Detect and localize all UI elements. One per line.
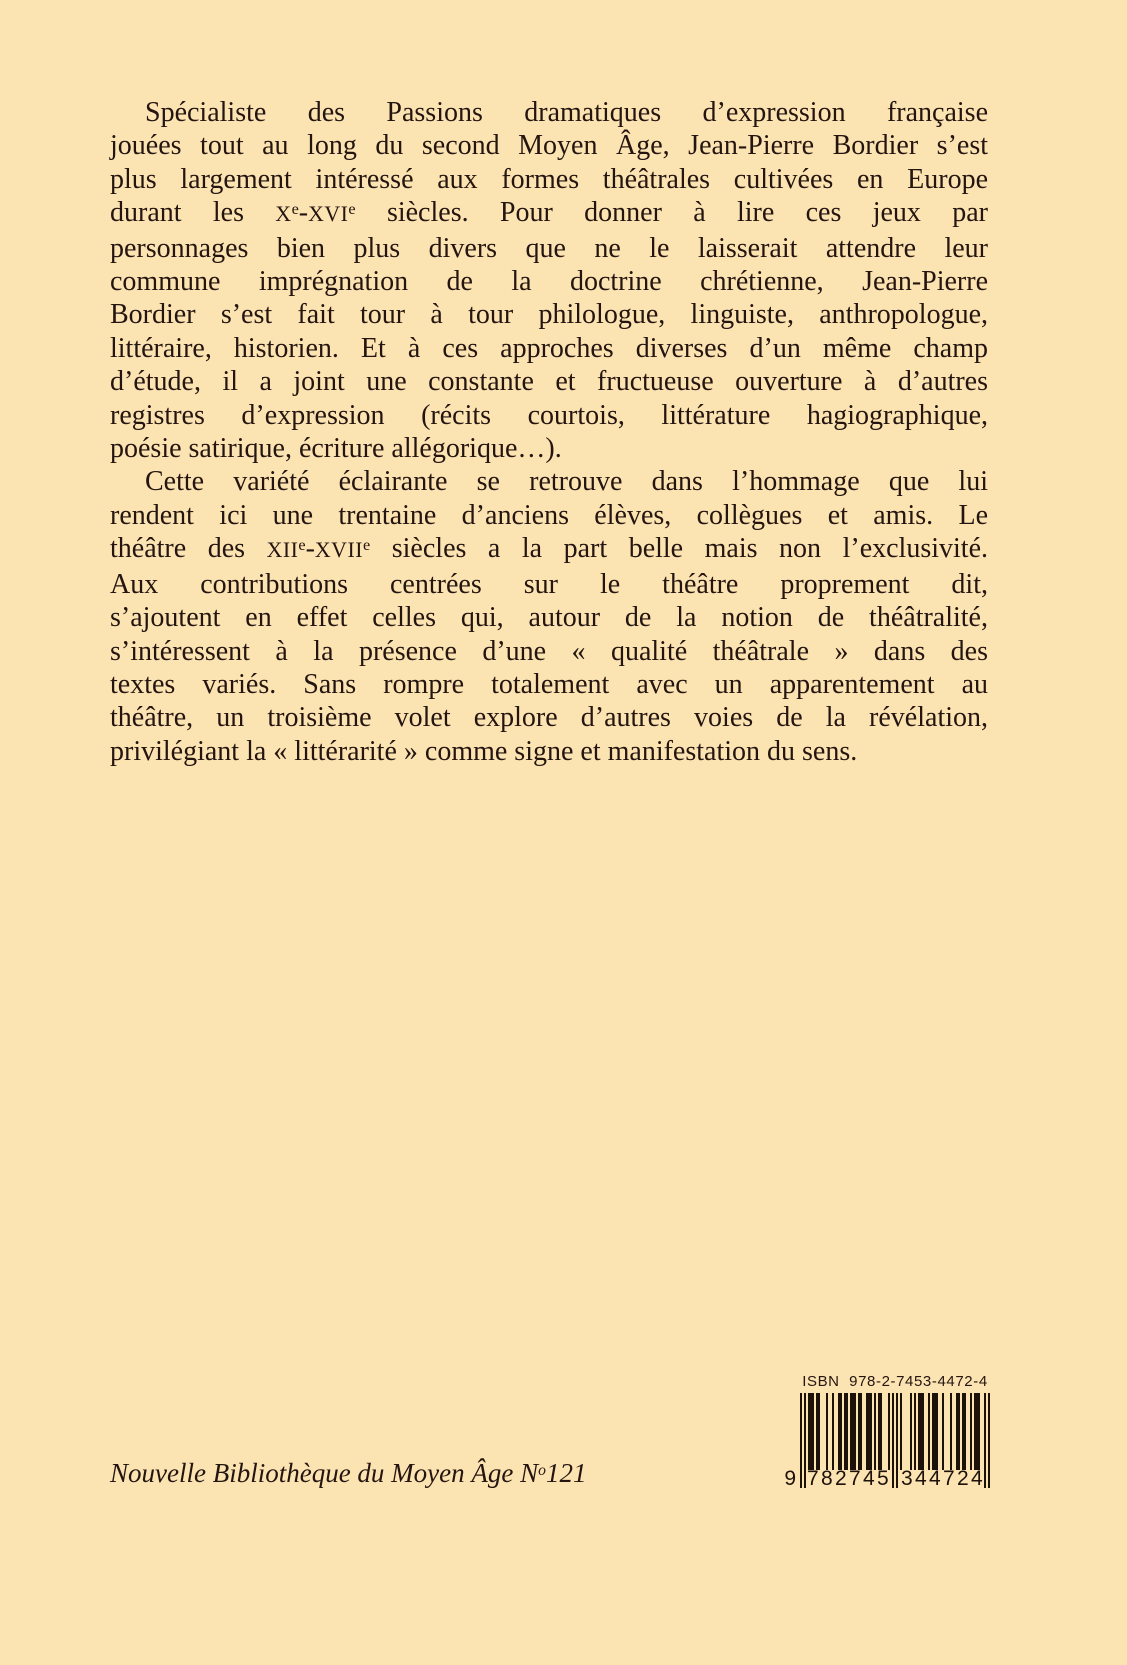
text-line: rendent ici une trentaine d’anciens élèves, collègues et amis. Le [110, 499, 988, 531]
blurb-paragraph-1 [110, 96, 988, 465]
barcode-bar [860, 1393, 862, 1470]
series-title: Nouvelle Bibliothèque du Moyen Âge $N^o121$ [110, 1458, 587, 1488]
barcode-bar [874, 1393, 876, 1470]
barcode-bar [914, 1393, 916, 1470]
barcode-bar [896, 1393, 898, 1488]
barcode-bar [832, 1393, 834, 1470]
barcode-bar [818, 1393, 820, 1470]
barcode-bar [988, 1393, 990, 1488]
barcode-bar [900, 1393, 902, 1470]
barcode-bar [812, 1393, 814, 1470]
text-line: théâtre des XIIe-XVIIe siècles a la part belle mais non l’exclusivité. [110, 533, 988, 565]
text-line: plus largement intéressé aux formes théâtrales cultivées en Europe [110, 163, 988, 195]
text-line: poésie satirique, écriture allégorique…). [110, 433, 562, 465]
text-line: textes variés. Sans rompre totalement avec un apparentement au [110, 668, 988, 700]
barcode-bar [888, 1393, 890, 1470]
barcode-bar [978, 1393, 980, 1470]
text-line: privilégiant la « littérarité » comme signe et manifestation du sens. [110, 735, 858, 767]
barcode-bar [840, 1393, 842, 1470]
text-line: Spécialiste des Passions dramatiques d’expression française [145, 97, 988, 128]
barcode-bar [880, 1393, 882, 1470]
text-line: théâtre, un troisième volet explore d’autres voies de la révélation, [110, 702, 988, 734]
barcode-digit-lead: 9 [784, 1467, 796, 1490]
text-line: littéraire, historien. Et à ces approches diverses d’un même champ [110, 332, 988, 364]
text-line: commune imprégnation de la doctrine chrétienne, Jean-Pierre [110, 266, 988, 298]
barcode-bar [964, 1393, 966, 1470]
barcode-bar [870, 1393, 872, 1470]
barcode-digits-left: 782745 [807, 1467, 891, 1490]
text-line: jouées tout au long du second Moyen Âge, Jean-Pierre Bordier s’est [110, 130, 988, 162]
barcode-bar [970, 1393, 972, 1470]
text-line: Cette variété éclairante se retrouve dans l’hommage que lui [145, 466, 988, 498]
barcode-bar [892, 1393, 894, 1488]
barcode-bar [936, 1393, 938, 1470]
isbn-label: ISBN 978-2-7453-4472-4 [802, 1373, 988, 1390]
text-line: s’intéressent à la présence d’une « qualité théâtrale » dans des [110, 635, 988, 667]
barcode-bar [942, 1393, 944, 1470]
text-line: durant les Xe-XVIe siècles. Pour donner à lire ces jeux par [110, 197, 988, 229]
barcode-bar [928, 1393, 930, 1470]
barcode-digits-right: 344724 [901, 1467, 985, 1490]
text-line: registres d’expression (récits courtois, littérature hagiographique, [110, 399, 988, 431]
back-cover-blurb [110, 96, 988, 768]
text-line: d’étude, il a joint une constante et fructueuse ouverture à d’autres [110, 366, 988, 398]
barcode-bar [958, 1393, 960, 1470]
text-line: Bordier s’est fait tour à tour philologue, linguiste, anthropologue, [110, 299, 988, 331]
blurb-paragraph-2 [110, 465, 988, 768]
barcode-bar [950, 1393, 952, 1470]
barcode-bar [910, 1393, 912, 1470]
barcode-bar [826, 1393, 828, 1470]
barcode-bar [804, 1393, 806, 1488]
text-line: s’ajoutent en effet celles qui, autour de la notion de théâtralité, [110, 602, 988, 634]
text-line: personnages bien plus divers que ne le laisserait attendre leur [110, 232, 988, 264]
isbn-barcode-block [784, 1373, 990, 1493]
barcode-bar [846, 1393, 848, 1470]
barcode-bar [800, 1393, 802, 1488]
barcode-bar [854, 1393, 856, 1470]
text-line: Aux contributions centrées sur le théâtre proprement dit, [110, 568, 988, 600]
barcode-bar [922, 1393, 924, 1470]
